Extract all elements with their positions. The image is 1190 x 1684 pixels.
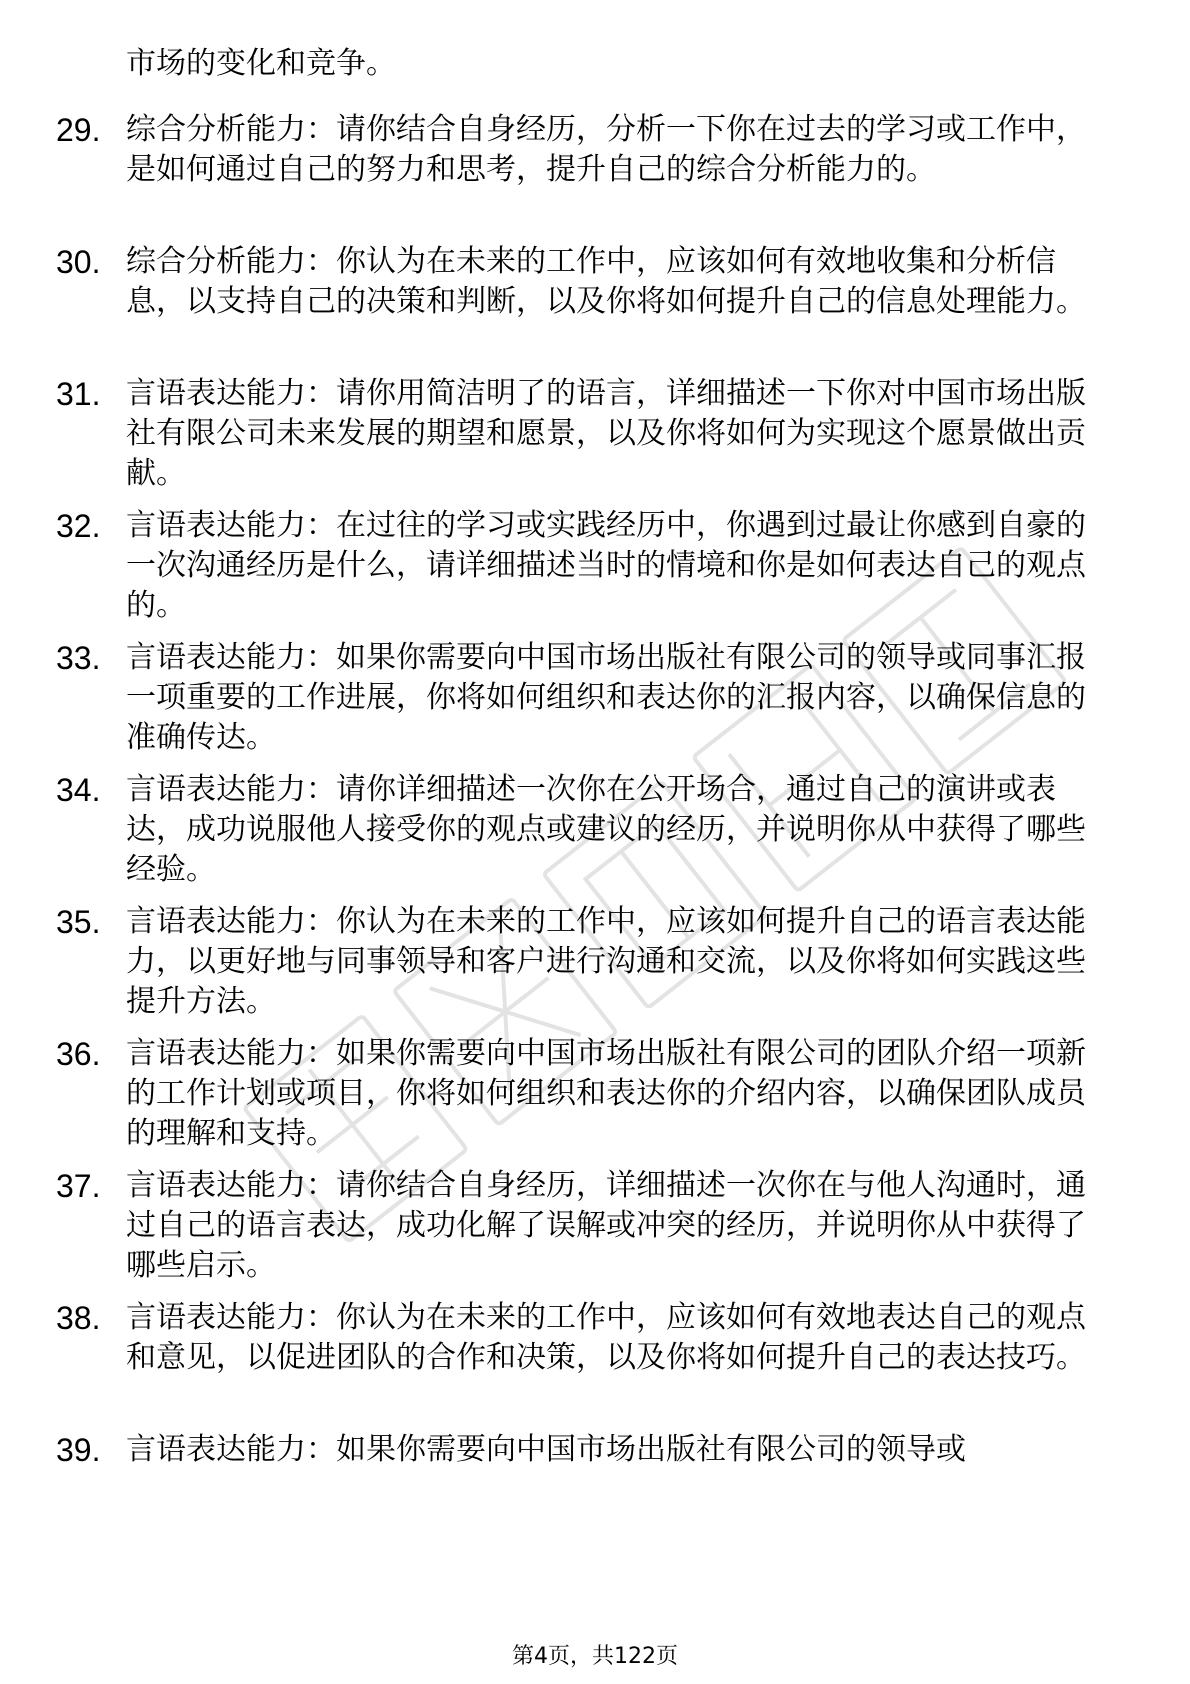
question-text: 言语表达能力：你认为在未来的工作中，应该如何提升自己的语言表达能力，以更好地与同事领导和客户进行沟通和交流，以及你将如何实践这些提升方法。 — [126, 904, 1086, 1019]
question-number: 35. — [56, 904, 101, 940]
carry-over-text: 市场的变化和竞争。 — [126, 46, 396, 81]
question-item — [56, 638, 1116, 758]
question-item — [56, 1034, 1116, 1154]
question-item — [56, 1298, 1116, 1378]
question-text: 综合分析能力：请你结合自身经历，分析一下你在过去的学习或工作中，是如何通过自己的努力和思考，提升自己的综合分析能力的。 — [126, 112, 1086, 187]
question-number: 34. — [56, 772, 101, 808]
question-item — [56, 242, 1116, 322]
question-item — [56, 110, 1116, 190]
question-number: 29. — [56, 112, 101, 148]
question-item — [56, 1166, 1116, 1286]
question-item — [56, 374, 1116, 494]
question-number: 33. — [56, 640, 101, 676]
question-text: 言语表达能力：请你详细描述一次你在公开场合，通过自己的演讲或表达，成功说服他人接受你的观点或建议的经历，并说明你从中获得了哪些经验。 — [126, 772, 1086, 887]
question-number: 37. — [56, 1168, 101, 1204]
question-text: 言语表达能力：如果你需要向中国市场出版社有限公司的领导或 — [126, 1432, 966, 1467]
question-text: 言语表达能力：如果你需要向中国市场出版社有限公司的团队介绍一项新的工作计划或项目，你将如何组织和表达你的介绍内容，以确保团队成员的理解和支持。 — [126, 1036, 1086, 1151]
question-text: 综合分析能力：你认为在未来的工作中，应该如何有效地收集和分析信息，以支持自己的决策和判断，以及你将如何提升自己的信息处理能力。 — [126, 244, 1086, 319]
question-item — [56, 902, 1116, 1022]
question-text: 言语表达能力：如果你需要向中国市场出版社有限公司的领导或同事汇报一项重要的工作进展，你将如何组织和表达你的汇报内容，以确保信息的准确传达。 — [126, 640, 1086, 755]
question-item — [56, 1430, 1116, 1470]
question-text: 言语表达能力：你认为在未来的工作中，应该如何有效地表达自己的观点和意见，以促进团队的合作和决策，以及你将如何提升自己的表达技巧。 — [126, 1300, 1086, 1375]
question-number: 32. — [56, 508, 101, 544]
question-number: 36. — [56, 1036, 101, 1072]
question-item — [56, 506, 1116, 626]
question-text: 言语表达能力：请你用简洁明了的语言，详细描述一下你对中国市场出版社有限公司未来发展的期望和愿景，以及你将如何为实现这个愿景做出贡献。 — [126, 376, 1086, 491]
question-number: 30. — [56, 244, 101, 280]
question-number: 38. — [56, 1300, 101, 1336]
question-text: 言语表达能力：在过往的学习或实践经历中，你遇到过最让你感到自豪的一次沟通经历是什么，请详细描述当时的情境和你是如何表达自己的观点的。 — [126, 508, 1086, 623]
question-number: 31. — [56, 376, 101, 412]
question-number: 39. — [56, 1432, 101, 1468]
page-footer: 第4页，共122页 — [512, 1644, 678, 1669]
question-text: 言语表达能力：请你结合自身经历，详细描述一次你在与他人沟通时，通过自己的语言表达，成功化解了误解或冲突的经历，并说明你从中获得了哪些启示。 — [126, 1168, 1086, 1283]
question-item — [56, 770, 1116, 890]
